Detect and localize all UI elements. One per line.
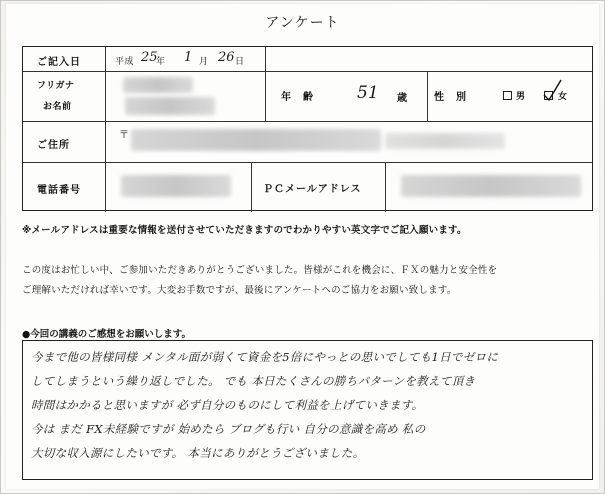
redacted-furigana <box>123 77 193 93</box>
column-divider <box>251 162 252 212</box>
redacted-email <box>401 175 581 197</box>
female-label: 女 <box>558 92 568 102</box>
male-label: 男 <box>516 92 526 102</box>
age-value: 51 <box>357 83 379 103</box>
comment-line: 時間はかかると思いますが 必ず自分のものにして利益を上げていきます。 <box>31 398 424 412</box>
column-divider <box>265 47 266 121</box>
gender-label: 性 別 <box>434 92 467 103</box>
email-notice: ※メールアドレスは重要な情報を送付させていただきますのでわかりやすい英文字でご記入願います。 <box>22 225 467 236</box>
row-divider <box>23 71 592 72</box>
date-day-value: 26 <box>218 50 235 65</box>
furigana-label: フリガナ <box>37 81 75 91</box>
redacted-phone <box>121 175 231 197</box>
phone-label: 電話番号 <box>37 185 81 196</box>
survey-form-table <box>22 46 593 211</box>
comment-line: 今は まだ FX未経験ですが 始めたら ブログも行い 自分の意識を高め 私の <box>31 422 426 436</box>
comment-heading: ●今回の講義のご感想をお願いします。 <box>22 329 192 340</box>
date-month-value: 1 <box>184 50 193 65</box>
row-divider <box>23 162 592 163</box>
column-divider <box>385 162 386 212</box>
comment-box <box>22 340 593 480</box>
pc-mail-label: ＰＣメールアドレス <box>263 184 362 195</box>
date-era: 平成 <box>115 57 135 67</box>
postal-mark: 〒 <box>119 130 130 141</box>
intro-line-2: ご理解いただければ幸いです。大変お手数ですが、最後にアンケートへのご協力をお願い致します。 <box>22 285 457 296</box>
redacted-name <box>125 97 215 115</box>
date-year-value: 25 <box>141 50 158 65</box>
date-year-unit: 年 <box>156 57 166 67</box>
date-day-unit: 日 <box>235 57 245 67</box>
name-label: お名前 <box>43 102 72 112</box>
survey-sheet <box>6 4 599 489</box>
comment-line: してしまうという繰り返しでした。 でも 本日たくさんの勝ちパターンを教えて頂き <box>31 374 476 388</box>
comment-line: 今まで他の皆様同様 メンタル面が弱くて資金を5倍にやっとの思いでしても1日でゼロに <box>31 350 499 364</box>
survey-title: アンケート <box>265 15 340 31</box>
address-label: ご住所 <box>37 140 70 151</box>
age-label: 年 齢 <box>281 92 314 103</box>
redacted-address <box>131 129 381 151</box>
date-label: ご記入日 <box>37 57 81 68</box>
date-month-unit: 月 <box>199 57 209 67</box>
column-divider <box>105 47 106 212</box>
intro-line-1: この度はお忙しい中、ご参加いただきありがとうございました。皆様がこれを機会に、ＦＸの魅力と安全性を <box>22 265 498 276</box>
row-divider <box>23 121 592 122</box>
male-checkbox <box>503 91 512 100</box>
column-divider <box>427 71 428 121</box>
redacted-address <box>385 133 505 149</box>
age-unit: 歳 <box>397 93 408 104</box>
comment-line: 大切な収入源にしたいです。 本当にありがとうございました。 <box>31 446 365 460</box>
